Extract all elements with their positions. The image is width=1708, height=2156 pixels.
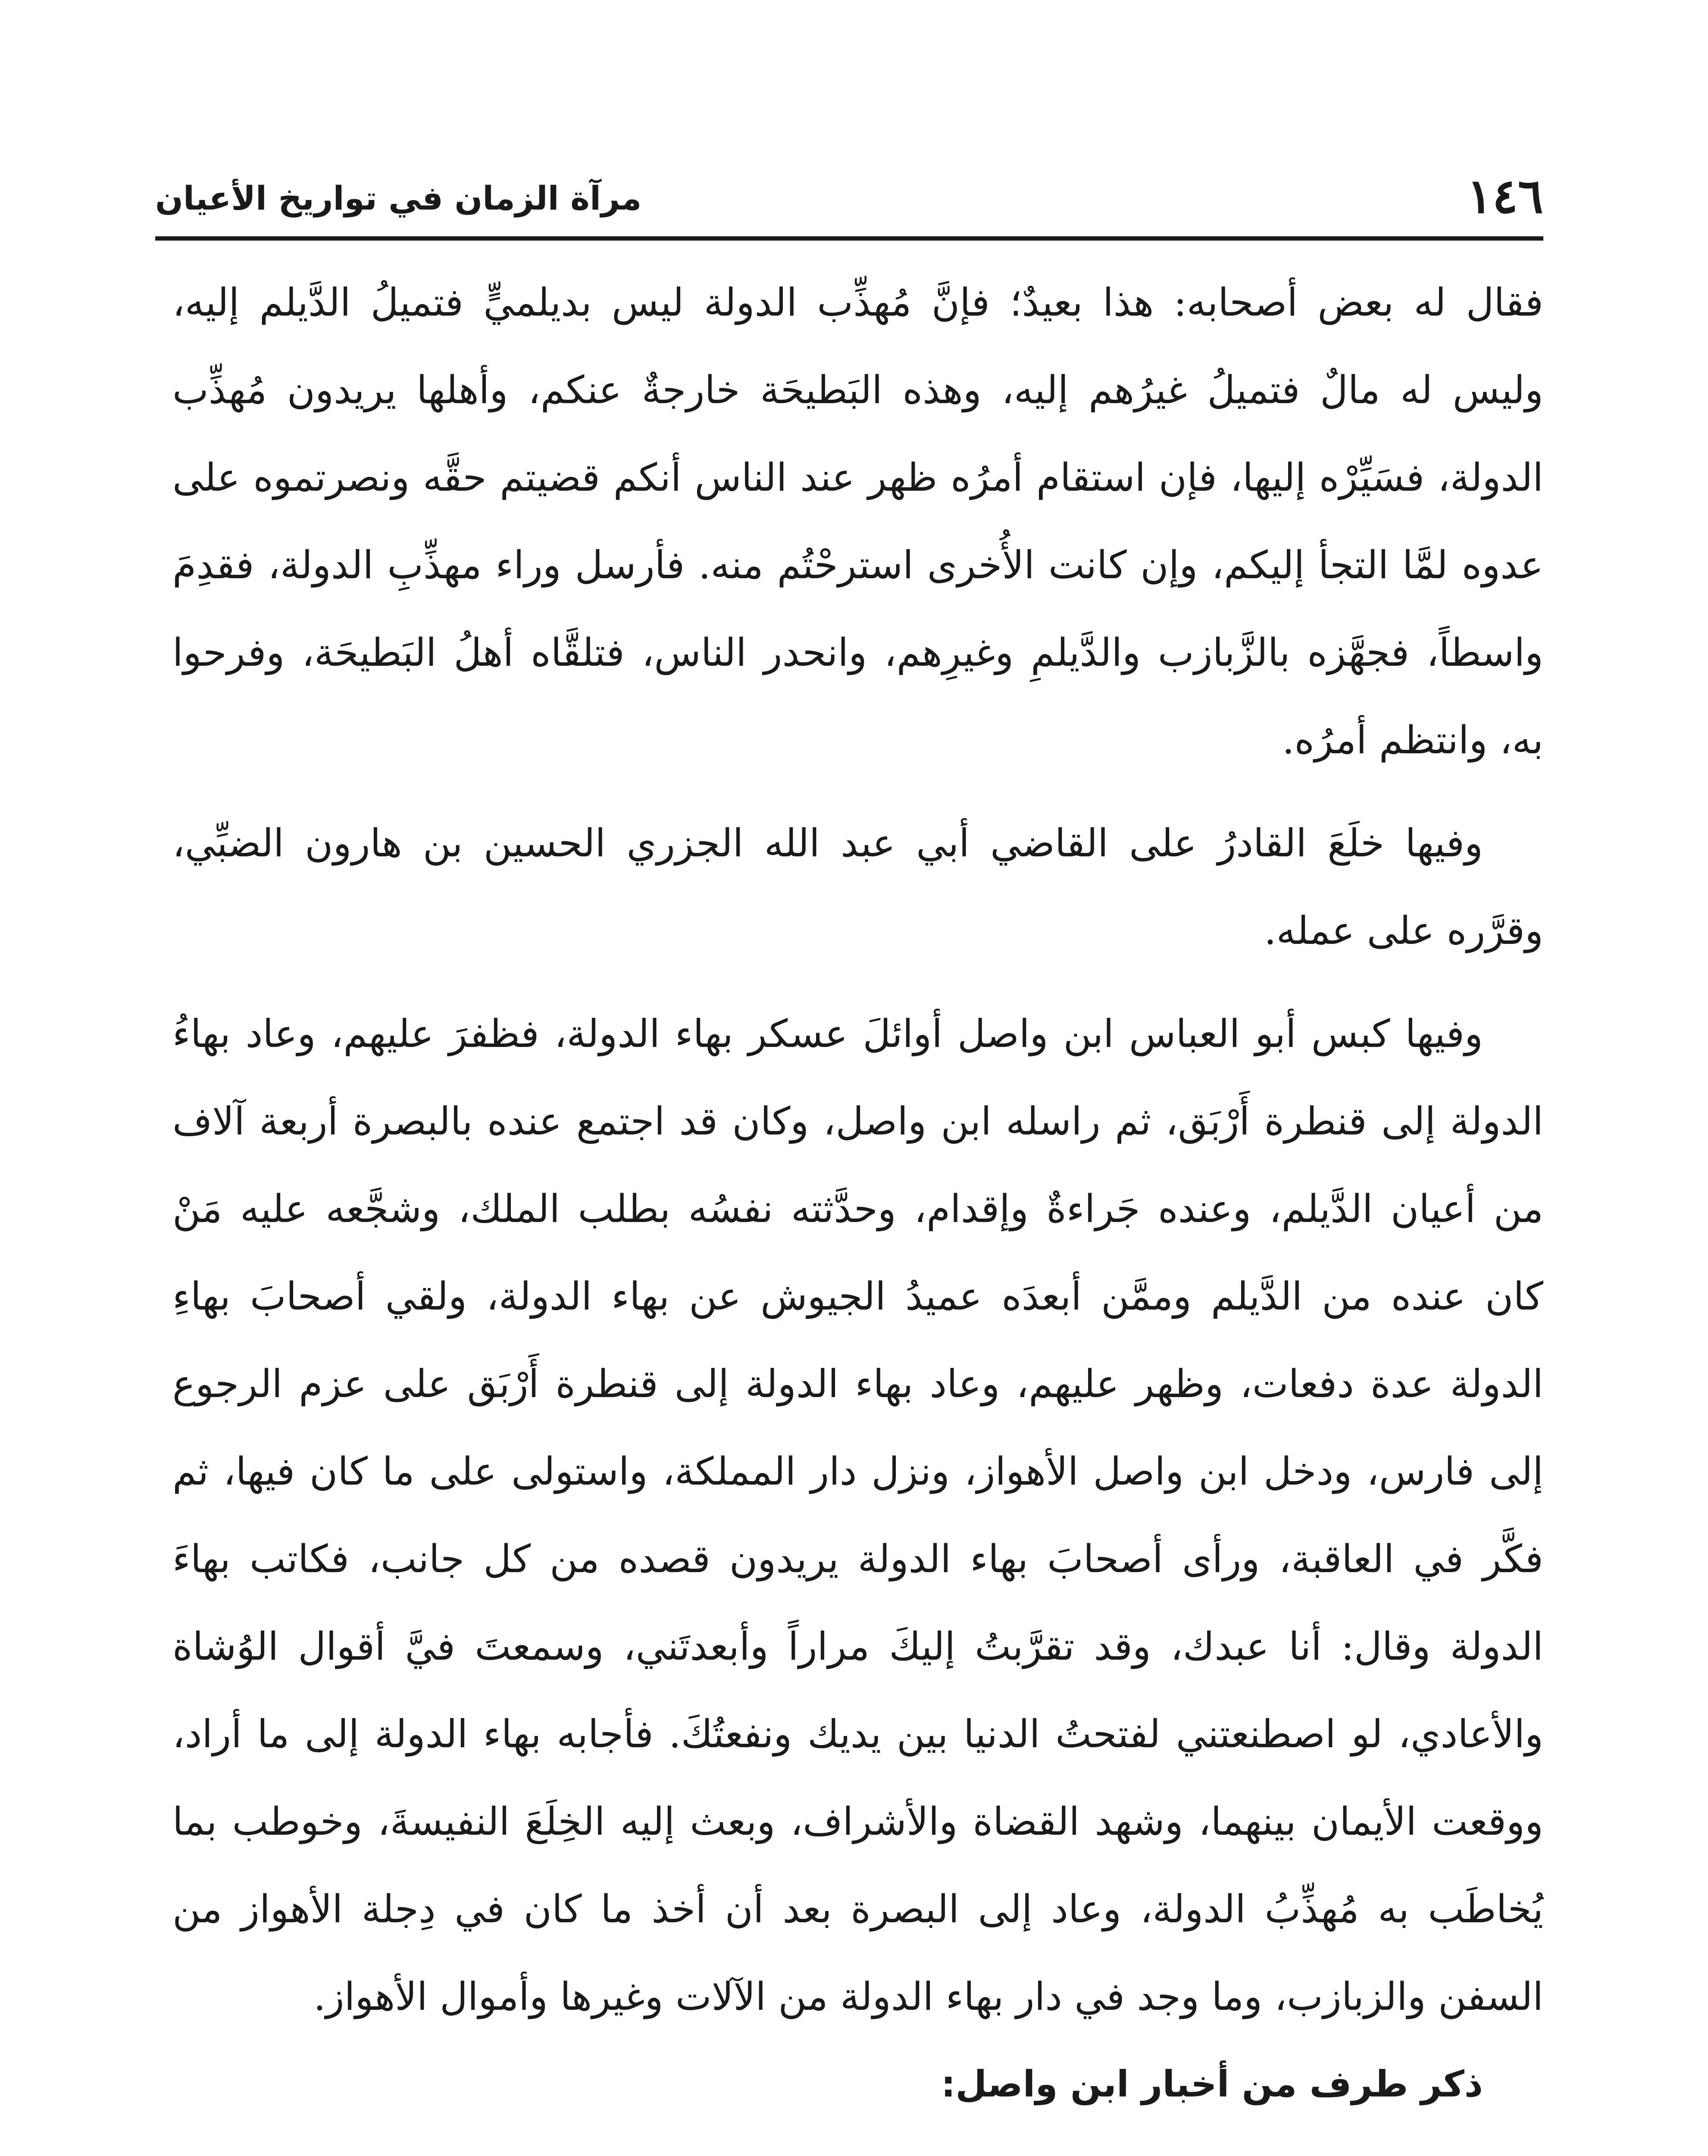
paragraph-qadi-investiture: وفيها خلَعَ القادرُ على القاضي أبي عبد الله الجزري الحسين بن هارون الضبِّي، وقرَّره على عمله.: [172, 821, 1543, 953]
page-header: [155, 164, 1543, 229]
section-heading: ذكر طرف من أخبار ابن واصل:: [941, 2063, 1483, 2105]
header-divider: [155, 236, 1543, 241]
paragraph-ibn-wasil-bio: [172, 2143, 1543, 2156]
running-title: مرآة الزمان في تواريخ الأعيان: [155, 179, 642, 217]
paragraph-continuation: فقال له بعض أصحابه: هذا بعيدٌ؛ فإنَّ مُهذِّب الدولة ليس بديلميٍّ فتميلُ الدَّيلم إليه، وليس له مالٌ فتميلُ غيرُهم إليه، وهذه البَطيحَة خارجةٌ عنكم، وأهلها يريدون مُهذِّب الدولة، فسَيِّرْه إليها، فإن استقام أمرُه ظهر عند الناس أنكم قضيتم حقَّه ونصرتموه على عدوه لمَّا التجأ إليكم، وإن كانت الأُخرى استرحْتُم منه. فأرسل وراء مهذِّبِ الدولة، فقدِمَ واسطاً، فجهَّزه بالزَّبازب والدَّيلمِ وغيرِهم، وانحدر الناس، فتلقَّاه أهلُ البَطيحَة، وفرحوا به، وانتظم أمرُه.: [172, 280, 1543, 762]
paragraph-ibn-wasil-raid: وفيها كبس أبو العباس ابن واصل أوائلَ عسكر بهاء الدولة، فظفرَ عليهم، وعاد بهاءُ الدولة إلى قنطرة أَرْبَق، ثم راسله ابن واصل، وكان قد اجتمع عنده بالبصرة أربعة آلاف من أعيان الدَّيلم، وعنده جَراءةٌ وإقدام، وحدَّثته نفسُه بطلب الملك، وشجَّعه عليه مَنْ كان عنده من الدَّيلم وممَّن أبعدَه عميدُ الجيوش عن بهاء الدولة، ولقي أصحابَ بهاءِ الدولة عدة دفعات، وظهر عليهم، وعاد بهاء الدولة إلى قنطرة أَرْبَق على عزم الرجوع إلى فارس، ودخل ابن واصل الأهواز، ونزل دار المملكة، واستولى على ما كان فيها، ثم فكَّر في العاقبة، ورأى أصحابَ بهاء الدولة يريدون قصده من كل جانب، فكاتب بهاءَ الدولة وقال: أنا عبدك، وقد تقرَّبتُ إليكَ مراراً وأبعدتَني، وسمعتَ فيَّ أقوال الوُشاة والأعادي، لو اصطنعتني لفتحتُ الدنيا بين يديك ونفعتُكَ. فأجابه بهاء الدولة إلى ما أراد، ووقعت الأيمان بينهما، وشهد القضاة والأشراف، وبعث إليه الخِلَعَ النفيسةَ، وخوطب بما يُخاطَب به مُهذِّبُ الدولة، وعاد إلى البصرة بعد أن أخذ ما كان في دِجلة الأهواز من السفن والزبازب، وما وجد في دار بهاء الدولة من الآلات وغيرها وأموال الأهواز.: [172, 1011, 1543, 2019]
page-number: ١٤٦: [1467, 168, 1543, 224]
page-body: [172, 259, 1543, 2156]
